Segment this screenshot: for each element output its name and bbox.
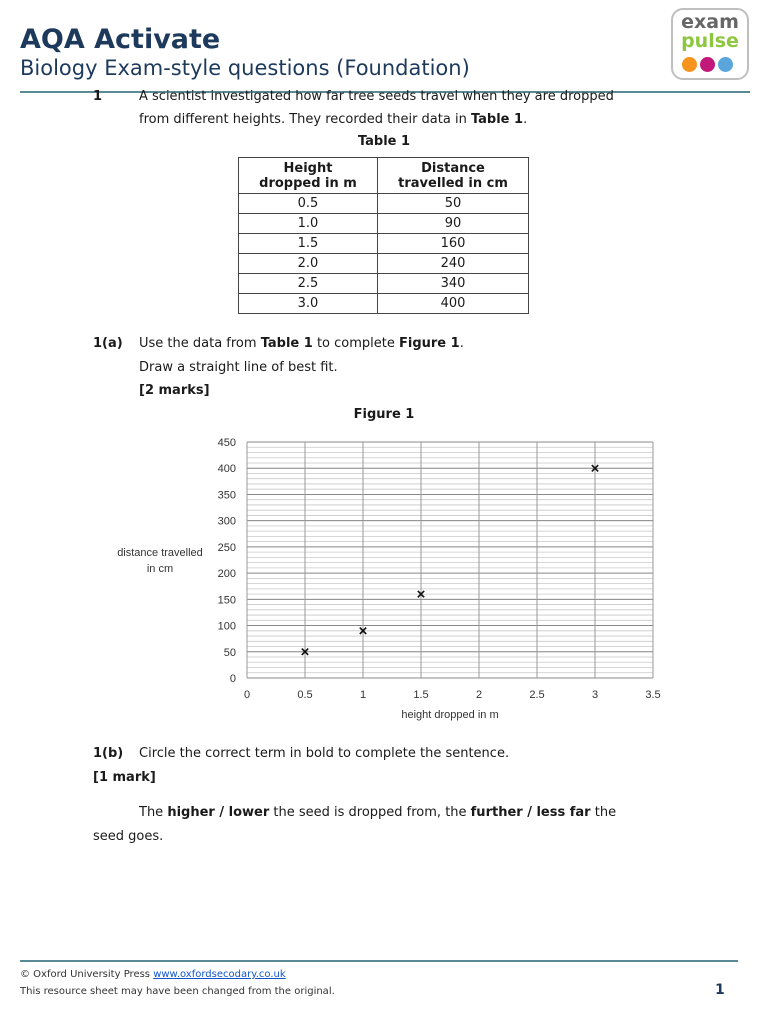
y-tick-label: 250 [217,541,236,554]
chart-x-axis-label: height dropped in m [401,709,499,721]
copyright-text: © Oxford University Press [20,969,154,980]
sentence-text: The [139,805,168,820]
part-a-instruction [139,335,464,352]
table-caption: Table 1 [357,134,411,149]
part-a-marks: [2 marks] [139,383,210,398]
column-header-height [239,158,378,194]
chart-major-grid [247,442,653,678]
table-cell-height: 1.0 [239,214,378,234]
part-b-instruction: Circle the correct term in bold to complete the sentence. [139,746,510,761]
y-tick-label: 200 [217,568,236,581]
choice-higher-lower[interactable]: higher / lower [167,805,270,820]
header-line: travelled in cm [398,175,508,191]
footer-note: This resource sheet may have been changed from the original. [20,986,335,997]
page-subtitle: Biology Exam-style questions (Foundation) [20,56,470,80]
part-a-figure-ref: Figure 1 [398,336,460,351]
x-tick-label: 3 [591,689,599,701]
y-tick-label: 50 [223,646,236,659]
footer-copyright [20,969,286,980]
figure-1-chart [100,430,680,730]
table-cell-distance: 160 [378,234,529,254]
y-tick-label: 100 [217,620,236,633]
intro-period: . [523,112,528,127]
y-tick-label: 150 [217,594,236,607]
header-line: dropped in m [259,175,357,191]
chart-minor-grid [247,442,653,678]
x-tick-label: 2 [475,689,483,701]
part-a-text: to complete [312,336,399,351]
choice-further-less-far[interactable]: further / less far [470,805,591,820]
x-tick-label: 1 [359,689,367,701]
table-row [239,234,529,254]
header-line: Height [283,160,333,176]
table-row [239,254,529,274]
sentence-text: the seed is dropped from, the [269,805,471,820]
y-tick-label: 400 [217,463,236,476]
table-row [239,194,529,214]
logo-dot-blue [718,57,733,72]
table-cell-distance: 400 [378,294,529,314]
part-b-label: 1(b) [93,746,124,761]
part-a-label: 1(a) [93,336,123,351]
table-cell-distance: 50 [378,194,529,214]
table-cell-distance: 240 [378,254,529,274]
footer-divider [20,960,738,962]
oxford-link[interactable]: www.oxfordsecodary.co.uk [153,969,286,980]
chart-x-ticks [244,689,661,701]
part-b-marks: [1 mark] [93,770,156,785]
x-tick-label: 2.5 [529,689,545,701]
table-header-row [239,158,529,194]
intro-table-ref: Table 1 [470,112,524,127]
table-cell-height: 2.0 [239,254,378,274]
chart-points [302,465,598,655]
chart-y-axis-label-line2: in cm [146,563,174,575]
page-number: 1 [715,982,725,998]
part-b-sentence-line2: seed goes. [93,829,164,844]
y-tick-label: 0 [229,673,236,685]
question-intro-line2 [139,111,527,128]
table-cell-distance: 90 [378,214,529,234]
table-cell-height: 1.5 [239,234,378,254]
intro-text: from different heights. They recorded their data in [139,112,471,127]
table-row [239,294,529,314]
question-intro-line1: A scientist investigated how far tree seeds travel when they are dropped [139,89,614,104]
x-tick-label: 0 [243,689,251,701]
header-line: Distance [421,160,485,176]
table-cell-height: 3.0 [239,294,378,314]
logo-word-exam: exam [681,11,739,33]
chart-y-ticks [218,437,236,685]
part-b-sentence [139,804,616,821]
part-a-text: Use the data from [139,336,261,351]
logo-word-pulse: pulse [681,30,739,52]
part-a-table-ref: Table 1 [260,336,313,351]
page-title: AQA Activate [20,24,221,55]
x-tick-label: 1.5 [413,689,429,701]
logo-dot-orange [682,57,697,72]
exam-pulse-logo [671,8,749,80]
y-tick-label: 450 [217,437,236,449]
column-header-distance [378,158,529,194]
question-number: 1 [93,89,103,104]
figure-caption: Figure 1 [353,407,415,422]
x-tick-label: 3.5 [645,689,661,701]
table-row [239,274,529,294]
x-tick-label: 0.5 [297,689,313,701]
table-cell-height: 0.5 [239,194,378,214]
table-row [239,214,529,234]
table-cell-distance: 340 [378,274,529,294]
data-table [238,157,529,314]
chart-y-axis-label: distance travelled [117,547,203,559]
sentence-text: the [590,805,617,820]
table-cell-height: 2.5 [239,274,378,294]
y-tick-label: 350 [217,489,236,502]
part-a-period: . [459,336,464,351]
logo-dot-magenta [700,57,715,72]
logo-dots [682,57,736,76]
y-tick-label: 300 [217,515,236,528]
part-a-line-of-best-fit: Draw a straight line of best fit. [139,360,338,375]
